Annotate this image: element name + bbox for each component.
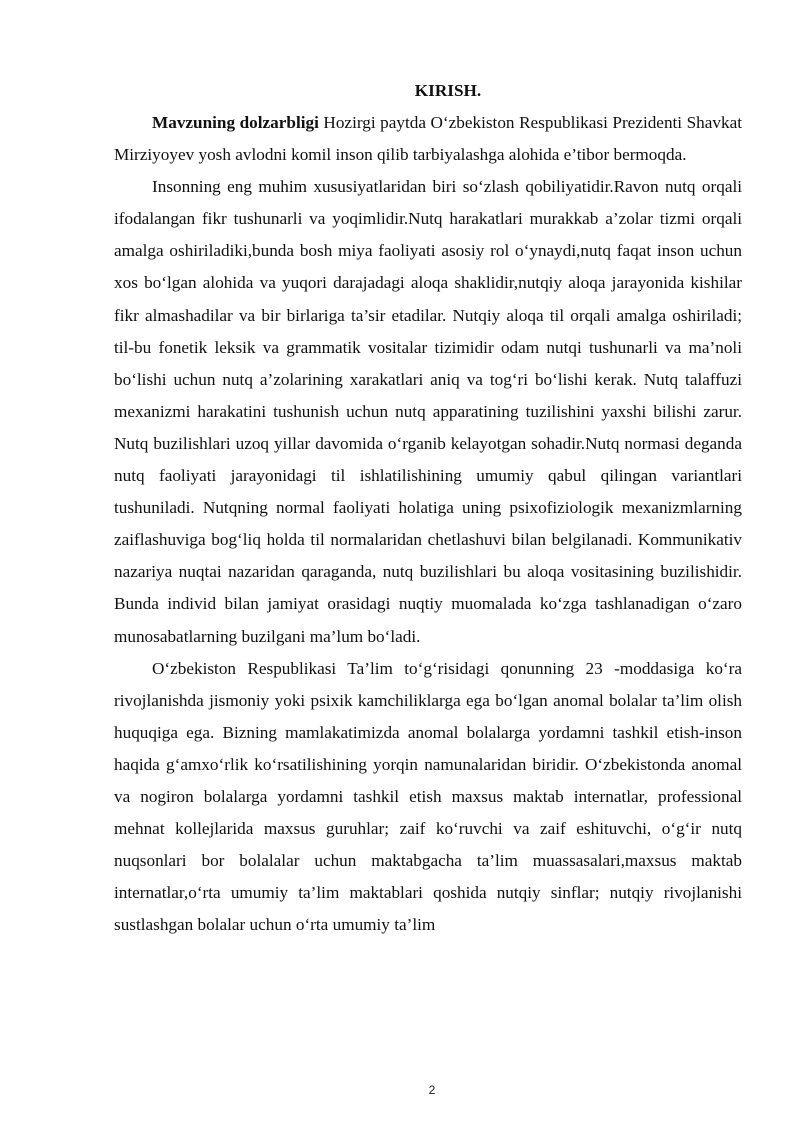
paragraph-education-law xyxy=(114,653,742,942)
paragraph-speech xyxy=(114,171,742,652)
paragraph-text: Hozirgi paytda O‘zbekiston Respublikasi Prezidenti Shavkat Mirziyoyev yosh avlodni komil inson qilib tarbiyalashga alohida e’tibor bermoqda. xyxy=(114,113,742,165)
page-content xyxy=(114,75,742,941)
paragraph-text: Insonning eng muhim xususiyatlaridan biri so‘zlash qobiliyatidir.Ravon nutq orqali ifodalangan fikr tushunarli va yoqimlidir.Nutq harakatlari murakkab a’zolar tizmi orqali amalga oshiriladiki,bunda bosh miya faoliyati asosiy rol o‘ynaydi,nutq faqat inson uchun xos bo‘lgan alohida va yuqori darajadagi aloqa shaklidir,nutqiy aloqa jarayonida kishilar fikr almashadilar va bir birlariga ta’sir etadilar. Nutqiy aloqa til orqali amalga oshiriladi; til-bu fonetik leksik va grammatik vositalar tizimidir odam nutqi tushunarli va ma’noli bo‘lishi uchun nutq a’zolarining xarakatlari aniq va tog‘ri bo‘lishi kerak. Nutq talaffuzi mexanizmi harakatini tushunish uchun nutq apparatining tuzilishini yaxshi bilishi zarur. Nutq buzilishlari uzoq yillar davomida o‘rganib kelayotgan sohadir.Nutq normasi deganda nutq faoliyati jarayonidagi til ishlatilishining umumiy qabul qilingan variantlari tushuniladi. Nutqning normal faoliyati holatiga uning psixofiziologik mexanizmlarning zaiflashuviga bog‘liq holda til normalaridan chetlashuvi bilan belgilanadi. Kommunikativ nazariya nuqtai nazaridan qaraganda, nutq buzilishlari bu aloqa vositasining buzilishidir. Bunda individ bilan jamiyat orasidagi nuqtiy muomalada ko‘zga tashlanadigan o‘zaro munosabatlarning buzilgani ma’lum bo‘ladi. xyxy=(114,177,742,646)
paragraph-text: O‘zbekiston Respublikasi Ta’lim to‘g‘risidagi qonunning 23 -moddasiga ko‘ra rivojlanishda jismoniy yoki psixik kamchiliklarga ega bo‘lgan anomal bolalar ta’lim olish huquqiga ega. Bizning mamlakatimizda anomal bolalarga yordamni tashkil etish-inson haqida g‘amxo‘rlik ko‘rsatilishining yorqin namunalaridan biridir. O‘zbekistonda anomal va nogiron bolalarga yordamni tashkil etish maxsus maktab internatlar, professional mehnat kollejlarida maxsus guruhlar; zaif ko‘ruvchi va zaif eshituvchi, o‘g‘ir nutq nuqsonlari bor bolalalar uchun maktabgacha ta’lim muassasalari,maxsus maktab internatlar,o‘rta umumiy ta’lim maktablari qoshida nutqiy sinflar; nutqiy rivojlanishi sustlashgan bolalar uchun o‘rta umumiy ta’lim xyxy=(114,658,742,935)
paragraph-relevance xyxy=(114,107,742,171)
paragraph-lead: Mavzuning dolzarbligi xyxy=(152,113,319,132)
page-number: 2 xyxy=(428,1083,436,1097)
section-title: KIRISH. xyxy=(414,81,482,100)
